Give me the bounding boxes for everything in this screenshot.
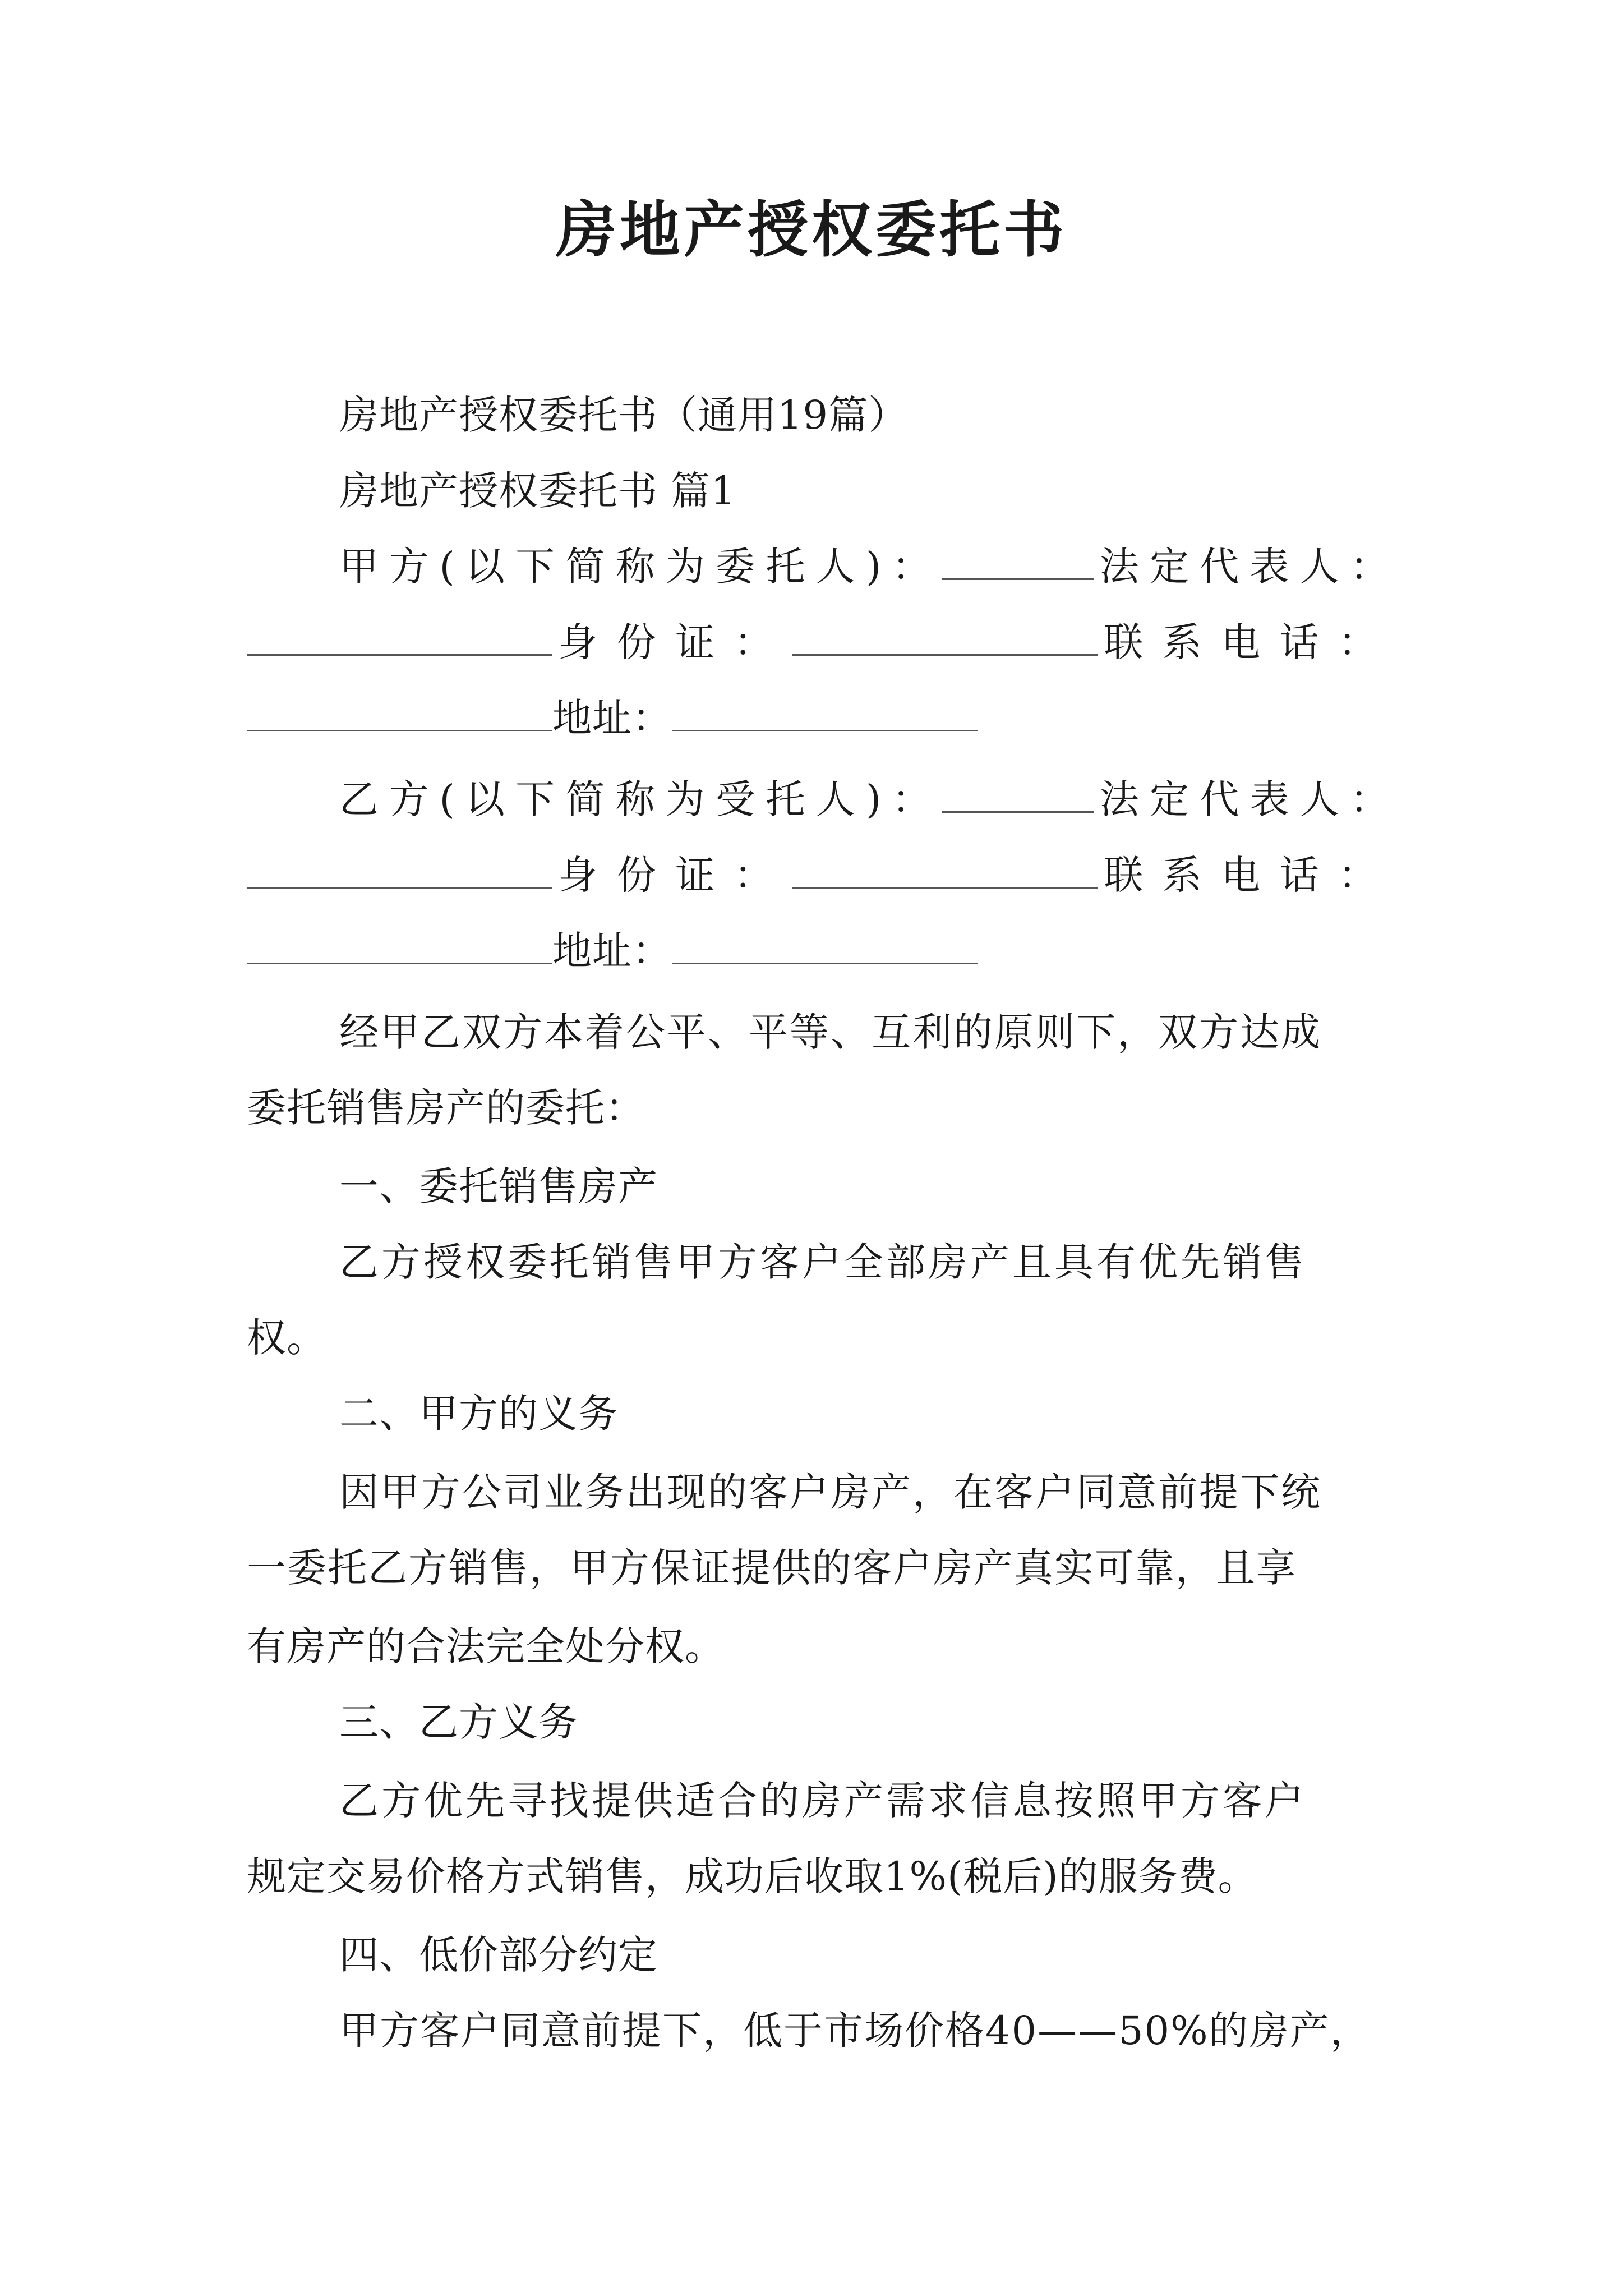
party-a-rep-label: 法定代表人： xyxy=(1093,544,1394,590)
party-b-line-1 xyxy=(339,771,1394,827)
party-a-rep-blank xyxy=(247,632,552,656)
clause-4-heading: 四、低价部分约定 xyxy=(339,1932,658,1978)
clause-2-line-2: 一委托乙方销售，甲方保证提供的客户房产真实可靠，且享 xyxy=(247,1545,1297,1591)
party-b-id-label: 身份证： xyxy=(552,852,792,898)
party-a-line-3 xyxy=(247,690,1391,746)
clause-1-line-2: 权。 xyxy=(247,1315,326,1361)
clause-3-line-2: 规定交易价格方式销售，成功后收取1%(税后)的服务费。 xyxy=(247,1853,1258,1899)
party-a-lead: 甲方(以下简称为委托人)： xyxy=(339,544,942,590)
party-a-id-blank xyxy=(792,632,1098,656)
party-b-rep-blank xyxy=(247,864,552,889)
party-b-line-3 xyxy=(247,923,1391,979)
party-b-addr-label: 地址： xyxy=(552,928,672,974)
clause-2-line-1: 因甲方公司业务出现的客户房产，在客户同意前提下统 xyxy=(339,1469,1322,1515)
clause-1-line-1: 乙方授权委托销售甲方客户全部房产且具有优先销售 xyxy=(339,1239,1307,1285)
clause-3-line-1: 乙方优先寻找提供适合的房产需求信息按照甲方客户 xyxy=(339,1778,1307,1824)
party-a-addr-blank xyxy=(672,707,978,731)
clause-2-line-3: 有房产的合法完全处分权。 xyxy=(247,1623,725,1669)
party-a-line-2 xyxy=(247,614,1391,670)
document-title: 房地产授权委托书 xyxy=(555,195,1067,265)
party-a-name-blank xyxy=(942,556,1094,580)
party-a-phone-blank xyxy=(247,707,552,731)
party-b-name-blank xyxy=(942,789,1094,813)
party-a-line-1 xyxy=(339,539,1394,595)
party-b-phone-label: 联系电话： xyxy=(1098,852,1391,898)
party-b-phone-blank xyxy=(247,940,552,964)
intro-line-1: 经甲乙双方本着公平、平等、互利的原则下，双方达成 xyxy=(339,1009,1322,1055)
subtitle: 房地产授权委托书（通用19篇） xyxy=(339,392,909,438)
party-b-rep-label: 法定代表人： xyxy=(1093,776,1394,822)
clause-3-heading: 三、乙方义务 xyxy=(339,1699,578,1745)
party-a-addr-label: 地址： xyxy=(552,695,672,741)
party-b-line-2 xyxy=(247,847,1391,903)
party-a-phone-label: 联系电话： xyxy=(1098,619,1391,665)
party-b-id-blank xyxy=(792,864,1098,889)
party-b-addr-blank xyxy=(672,940,978,964)
clause-1-heading: 一、委托销售房产 xyxy=(339,1163,658,1209)
intro-line-2: 委托销售房产的委托： xyxy=(247,1085,645,1131)
clause-4-line-1: 甲方客户同意前提下，低于市场价格40——50%的房产， xyxy=(339,2008,1371,2054)
section-heading: 房地产授权委托书 篇1 xyxy=(339,468,736,514)
clause-2-heading: 二、甲方的义务 xyxy=(339,1391,618,1437)
party-b-lead: 乙方(以下简称为受托人)： xyxy=(339,776,942,822)
party-a-id-label: 身份证： xyxy=(552,619,792,665)
